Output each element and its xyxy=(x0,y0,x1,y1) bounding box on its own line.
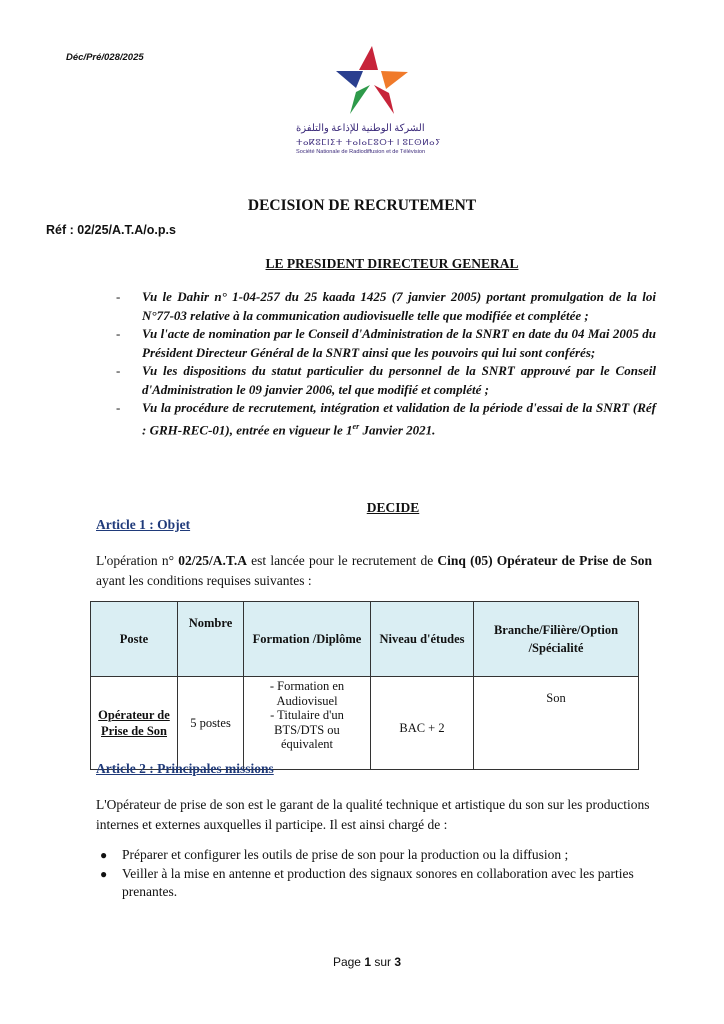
article-2-title: Article 2 : Principales missions xyxy=(96,761,274,776)
document-title: DECISION DE RECRUTEMENT xyxy=(247,197,477,214)
formation-line: - Titulaire d'un BTS/DTS ou équivalent xyxy=(270,708,344,751)
list-item: - Vu les dispositions du statut particulier du personnel de la SNRT approuvé par le Conseil d'Administration le 09 janvier 2006, tel que modifié et complété ; xyxy=(116,363,656,397)
table-row xyxy=(91,677,639,770)
table-header: Poste xyxy=(91,602,178,677)
brand-name-french: Société Nationale de Radiodiffusion et de Télévision xyxy=(296,149,426,155)
table-cell-niveau: BAC + 2 xyxy=(371,677,474,770)
table-cell-poste: Opérateur de Prise de Son xyxy=(91,677,178,770)
bullet-icon: ● xyxy=(100,867,108,881)
table-header: Branche/Filière/Option /Spécialité xyxy=(474,602,639,677)
bullet-icon: ● xyxy=(100,848,108,862)
missions-intro: L'Opérateur de prise de son est le garant de la qualité technique et artistique du son sur les productions internes et externes auxquelles il participe. Il est ainsi chargé de : xyxy=(96,797,650,832)
brand-name-tifinagh: ⵜⴰⴽⵓⵎⵏⵉⵜ ⵜⴰⵏⴰⵎⵓⵔⵜ ⵏ ⵓⵎⵙⵍⴰⵢ xyxy=(296,137,441,147)
legal-basis-list xyxy=(116,288,656,439)
list-item: ● Préparer et configurer les outils de prise de son pour la production ou la diffusion ; xyxy=(100,847,569,862)
document-reference: Déc/Pré/028/2025 xyxy=(66,52,144,63)
list-item: ● Veiller à la mise en antenne et production des signaux sonores en collaboration avec les parties prenantes. xyxy=(100,866,634,899)
page-footer: Page 1 sur 3 xyxy=(332,955,402,969)
requirements-table xyxy=(90,601,639,770)
table-header: Formation /Diplôme xyxy=(244,602,371,677)
brand-name-arabic: الشركة الوطنية للإذاعة والتلفزة xyxy=(296,123,425,134)
president-heading: LE PRESIDENT DIRECTEUR GENERAL xyxy=(265,256,519,271)
list-item: - Vu le Dahir n° 1-04-257 du 25 kaada 1425 (7 janvier 2005) portant promulgation de la loi N°77-03 relative à la communication audiovisuelle telle que modifiée et complétée ; xyxy=(116,289,656,323)
article-1-title: Article 1 : Objet xyxy=(96,517,191,532)
reference-line: Réf : 02/25/A.T.A/o.p.s xyxy=(46,223,176,237)
missions-list xyxy=(96,846,656,902)
list-item: - Vu l'acte de nomination par le Conseil d'Administration de la SNRT en date du 04 Mai 2005 du Président Directeur Général de la SNRT ainsi que les pouvoirs qui lui sont conférés; xyxy=(116,326,656,360)
table-cell-branche: Son xyxy=(474,677,639,770)
list-item: - Vu la procédure de recrutement, intégration et validation de la période d'essai de la SNRT (Réf : GRH-REC-01), entrée en vigueur le 1er Janvier 2021. xyxy=(116,400,656,437)
table-header: Niveau d'études xyxy=(371,602,474,677)
table-cell-formation xyxy=(244,677,371,770)
table-cell-nombre: 5 postes xyxy=(178,677,244,770)
operation-paragraph: L'opération n° 02/25/A.T.A est lancée pour le recrutement de Cinq (05) Opérateur de Prise de Son ayant les conditions requises suivantes : xyxy=(96,553,653,588)
snrt-logo-icon xyxy=(334,44,410,116)
formation-line: - Formation en Audiovisuel xyxy=(269,679,345,708)
decide-heading: DECIDE xyxy=(366,500,420,515)
table-header: Nombre xyxy=(178,602,244,677)
